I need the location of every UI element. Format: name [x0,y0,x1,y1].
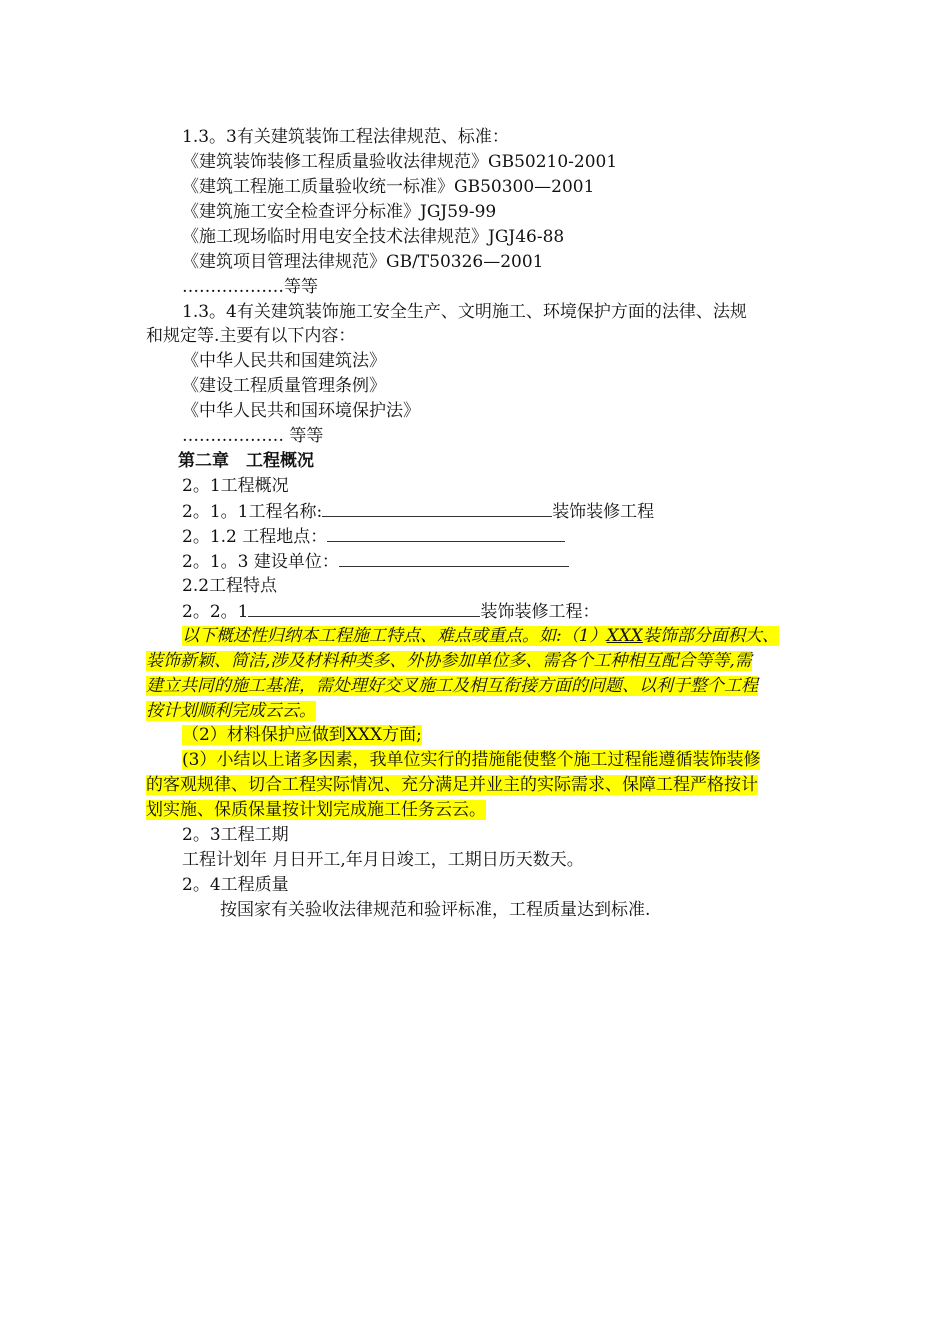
standard-item: 《施工现场临时用电安全技术法律规范》JGJ46-88 [182,227,565,247]
standard-item: 《建筑工程施工质量验收统一标准》GB50300—2001 [182,177,595,197]
highlight-paragraph-3-line3 [146,798,486,822]
project-name-blank [322,499,552,517]
highlight-text: 划实施、保质保量按计划完成施工任务云云。 [146,800,486,820]
standard-item: 《建筑项目管理法律规范》GB/T50326—2001 [182,252,544,272]
highlight-paragraph-1-line2 [146,649,752,673]
highlight-placeholder: XXX [606,626,643,646]
laws-heading-line2: 和规定等.主要有以下内容： [146,326,356,346]
standards-heading: 1.3。3有关建筑装饰工程法律规范、标准： [182,127,509,147]
highlight-paragraph-1-line4 [146,699,316,723]
project-location-row [182,524,565,549]
highlight-text: 装饰新颖、简洁,涉及材料种类多、外协参加单位多、需各个工种相互配合等等,需 [146,651,752,671]
section-2-1: 2。1工程概况 [182,476,289,496]
highlight-text: (3）小结以上诸多因素，我单位实行的措施能使整个施工过程能遵循装饰装修 [182,750,761,770]
laws-heading-line1: 1.3。4有关建筑装饰施工安全生产、文明施工、环境保护方面的法律、法规 [182,302,747,322]
section-2-3: 2。3工程工期 [182,825,289,845]
project-location-blank [327,524,565,542]
highlight-text: 装饰部分面积大、 [642,626,779,646]
highlight-text: 的客观规律、切合工程实际情况、充分满足并业主的实际需求、保障工程严格按计 [146,775,758,795]
law-item: 《建设工程质量管理条例》 [182,376,386,396]
section-2-2: 2.2工程特点 [182,576,278,596]
chapter-title: 第二章 工程概况 [178,451,314,471]
highlight-paragraph-2 [182,723,422,747]
highlight-text: 建立共同的施工基准，需处理好交叉施工及相互衔接方面的问题、以利于整个工程 [146,676,758,696]
highlight-paragraph-3-line1 [182,748,760,772]
project-location-label: 2。1.2 工程地点： [182,527,328,547]
project-name-row [182,499,654,524]
standard-item: 《建筑施工安全检查评分标准》JGJ59-99 [182,202,497,222]
section-2-4: 2。4工程质量 [182,875,289,895]
construction-unit-label: 2。1。3 建设单位： [182,552,339,572]
laws-etc: ……………… 等等 [182,426,324,446]
highlight-text: 以下概述性归纳本工程施工特点、难点或重点。如:（1） [182,626,607,646]
standards-etc: ………………等等 [182,277,318,297]
standard-item: 《建筑装饰装修工程质量验收法律规范》GB50210-2001 [182,152,618,172]
project-name-suffix: 装饰装修工程 [552,502,655,522]
features-label: 2。2。1 [182,602,249,622]
construction-unit-blank [339,549,569,567]
features-blank [248,599,480,617]
highlight-text: 按计划顺利完成云云。 [146,701,316,721]
features-row [182,599,599,624]
schedule-text: 工程计划年 月日开工,年月日竣工，工期日历天数天。 [182,850,584,870]
highlight-text: （2）材料保护应做到XXX方面; [182,725,422,745]
highlight-paragraph-1-line1 [182,624,779,648]
construction-unit-row [182,549,569,574]
features-suffix: 装饰装修工程： [480,602,600,622]
law-item: 《中华人民共和国建筑法》 [182,351,386,371]
highlight-paragraph-3-line2 [146,773,758,797]
highlight-paragraph-1-line3 [146,674,758,698]
quality-text: 按国家有关验收法律规范和验评标准，工程质量达到标准. [220,900,651,920]
project-name-label: 2。1。1工程名称: [182,502,323,522]
law-item: 《中华人民共和国环境保护法》 [182,401,420,421]
